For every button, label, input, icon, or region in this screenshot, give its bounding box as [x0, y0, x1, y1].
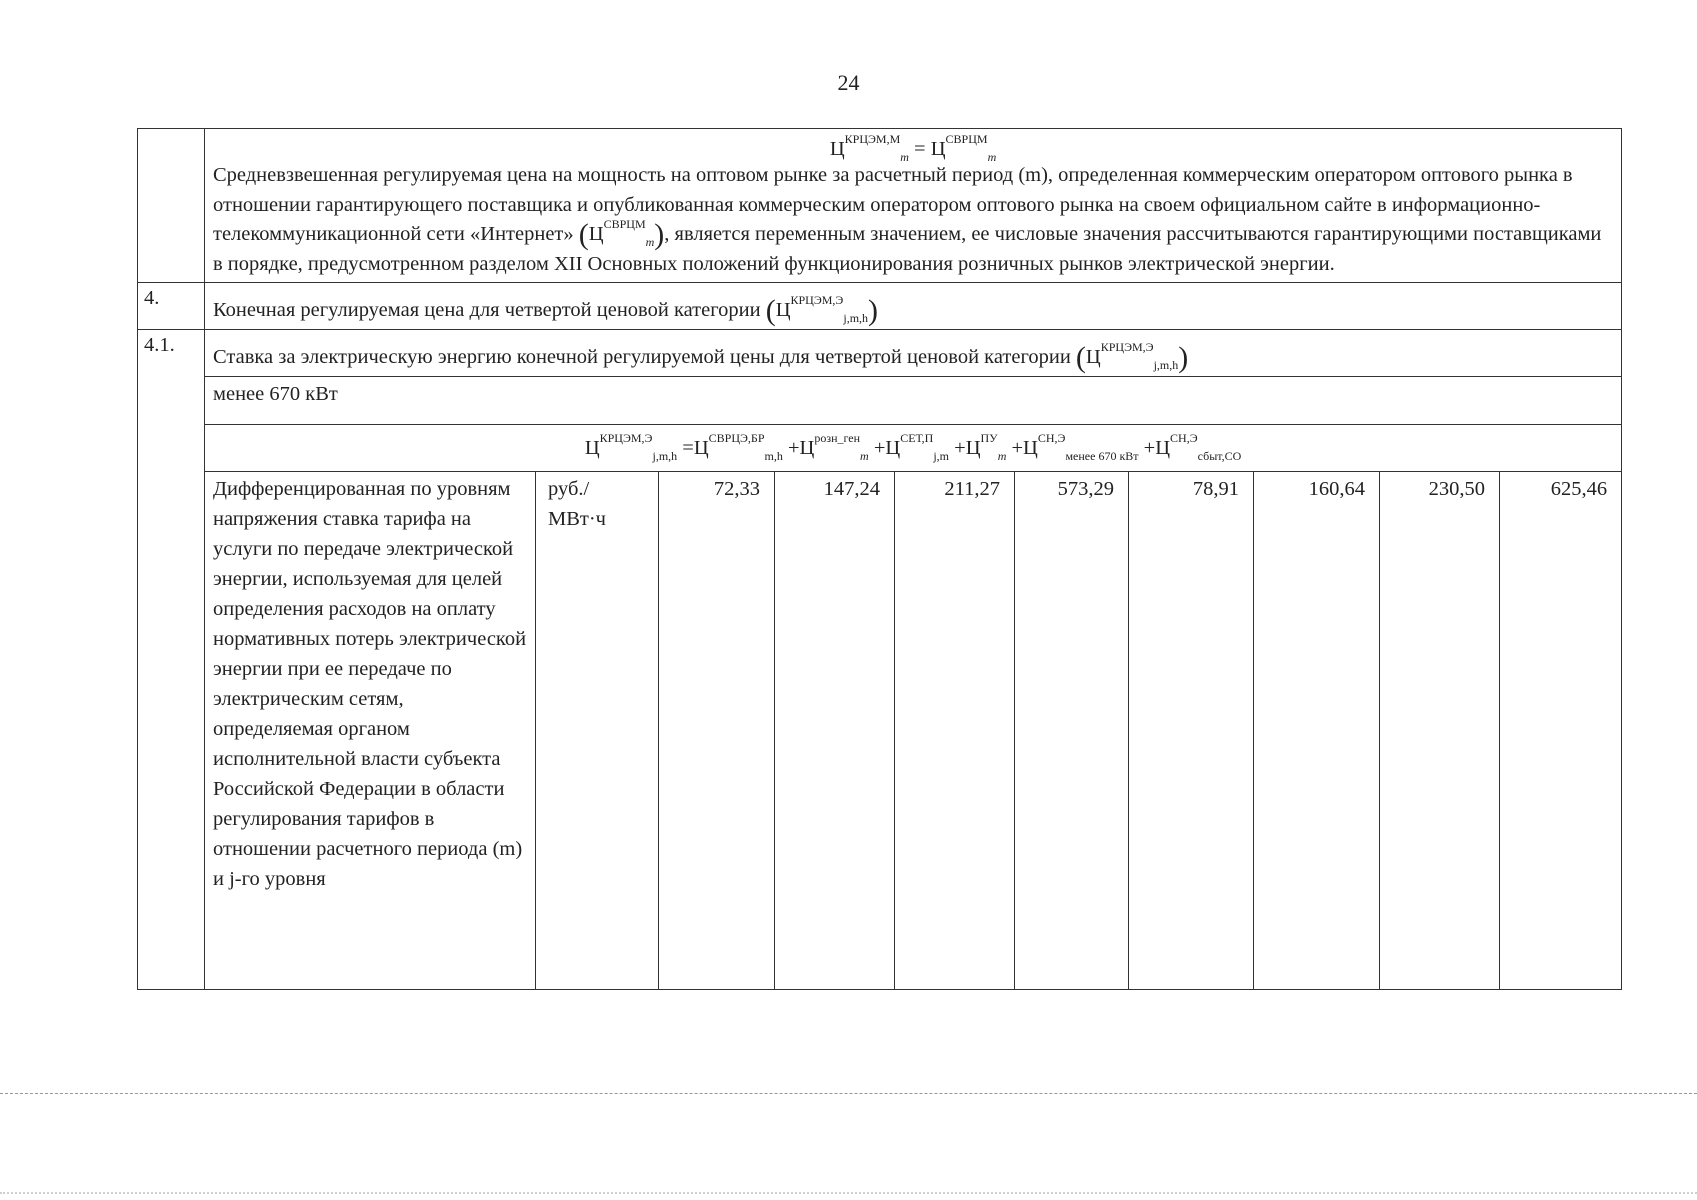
- scan-edge-line: [0, 1093, 1697, 1094]
- value-cell: 211,27: [895, 472, 1015, 990]
- value-cell: 147,24: [775, 472, 895, 990]
- description-cell: Дифференцированная по уровням напряжения ставка тарифа на услуги по передаче электрической энергии, используемая для целей определения расходов на оплату нормативных потерь электрической энергии при ее передаче по электрическим сетям, определяемая органом исполнительной власти субъекта Российской Федерации в области регулирования тарифов в отношении расчетного периода (m) и j-го уровня: [205, 472, 536, 990]
- page-number: 24: [837, 70, 860, 95]
- formula-sum: $Ц^{КРЦЭМ,Э}_{j,m,h} =Ц^{СВРЦЭ,БР}_{m,h} +Ц^{розн\_ген}_m +Ц^{СЕТ,П}_{j,m} +Ц^{ПУ}_m +Ц^{СН,Э}_{менее 670 кВт} +Ц^{СН,Э}_{сбыт,СО}$: [584, 431, 1242, 463]
- value-cell: 230,50: [1380, 472, 1500, 990]
- formula-capacity-price: $Ц^{КРЦЭМ,М}_m = Ц^{СВРЦМ}_m$: [829, 132, 997, 164]
- value-cell: 78,91: [1129, 472, 1254, 990]
- value-cell: 72,33: [659, 472, 775, 990]
- formula-row: [138, 425, 1622, 472]
- value-cell: 573,29: [1015, 472, 1129, 990]
- formula-sum-cell: [205, 425, 1622, 472]
- value-cell: 625,46: [1500, 472, 1622, 990]
- section-3-row: [138, 129, 1622, 283]
- tariff-table: [137, 128, 1622, 990]
- row-number-empty: [138, 129, 205, 283]
- scan-bottom-dots: [0, 1192, 1697, 1194]
- value-cell: 160,64: [1254, 472, 1380, 990]
- row-4-1: [138, 330, 1622, 377]
- row-4-text: Конечная регулируемая цена для четвертой ценовой категории $(Ц^{КРЦЭМ,Э}_{j,m,h})$: [205, 283, 1622, 330]
- data-row: [138, 472, 1622, 990]
- row-4: [138, 283, 1622, 330]
- row-number: 4.: [138, 283, 205, 330]
- section-3-cell: [205, 129, 1622, 283]
- row-4-1-text: Ставка за электрическую энергию конечной регулируемой цены для четвертой ценовой категории $(Ц^{КРЦЭМ,Э}_{j,m,h})$: [205, 330, 1622, 377]
- subheader-cell: менее 670 кВт: [205, 377, 1622, 425]
- section-3-paragraph: Средневзвешенная регулируемая цена на мощность на оптовом рынке за расчетный период (m), определенная коммерческим оператором оптового рынка в отношении гарантирующего поставщика и опубликованная коммерческим оператором оптового рынка на своем официальном сайте в информационно-телекоммуникационной сети «Интернет» $(Ц^{СВРЦМ}_m)$, является переменным значением, ее числовые значения рассчитываются гарантирующими поставщиками в порядке, предусмотренном разделом XII Основных положений функционирования розничных рынков электрической энергии.: [213, 164, 1602, 275]
- unit-cell: руб./ МВт·ч: [536, 472, 659, 990]
- subheader-row: [138, 377, 1622, 425]
- row-number: 4.1.: [138, 330, 205, 990]
